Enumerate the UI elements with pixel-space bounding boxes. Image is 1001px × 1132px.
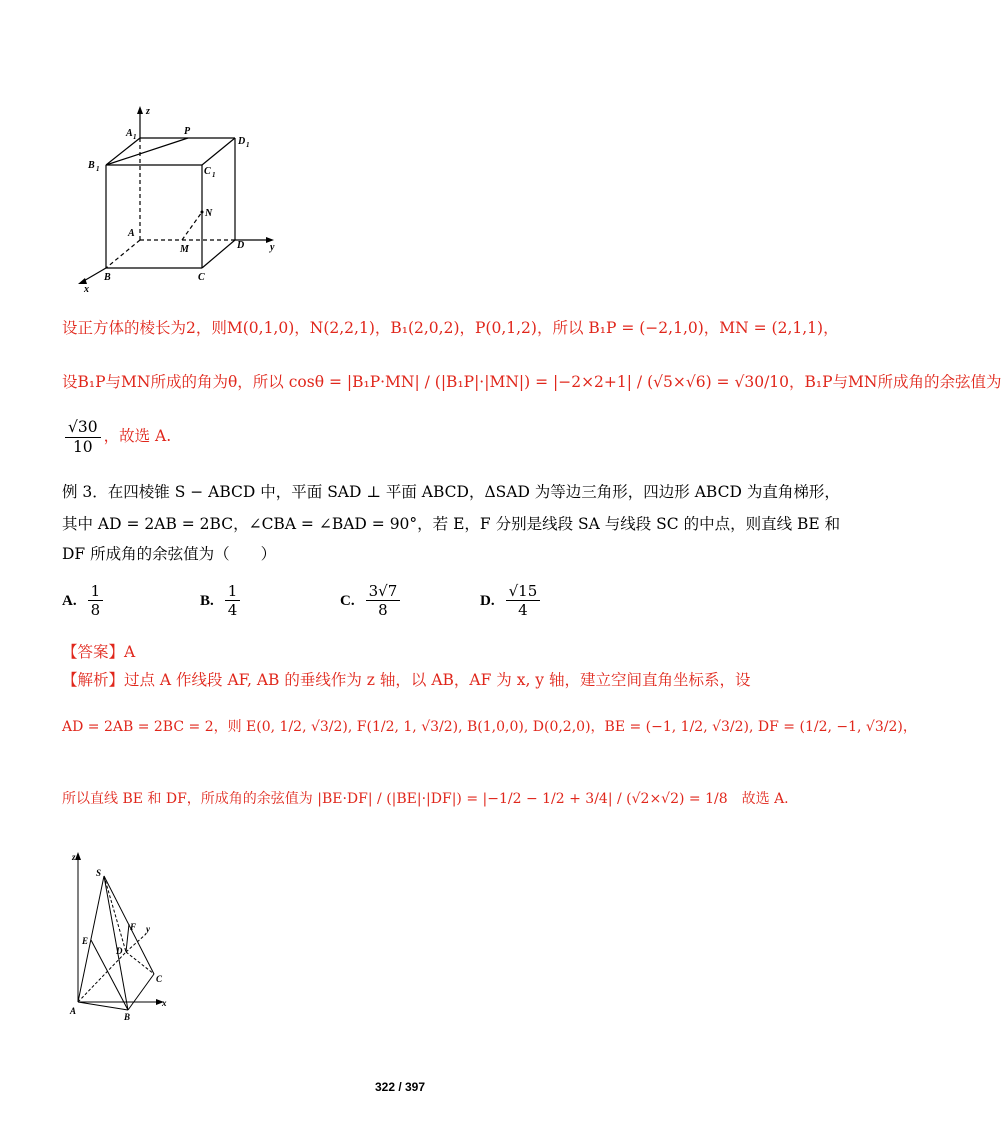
label-b: B bbox=[104, 272, 111, 283]
label-b: B bbox=[124, 1012, 131, 1022]
label-e: E bbox=[82, 936, 89, 946]
label-x: x bbox=[84, 284, 89, 295]
label-c: C bbox=[198, 272, 205, 283]
example3-line2: 其中 AD = 2AB = 2BC，∠CBA = ∠BAD = 90°，若 E，F 分别是线段 SA 与线段 SC 的中点，则直线 BE 和 bbox=[62, 515, 841, 533]
label-c1: C bbox=[204, 166, 211, 177]
analysis-line2: AD = 2AB = 2BC = 2，则 E(0, 1/2, √3/2), F(1/2, 1, √3/2), B(1,0,0), D(0,2,0)，BE = (−1, 1/2, √3/2), DF = (1/2, −1, √3/2)， bbox=[62, 719, 917, 735]
label-n: N bbox=[205, 208, 213, 219]
y-axis bbox=[126, 934, 146, 952]
edge-a-b bbox=[106, 240, 140, 268]
label-y: y bbox=[270, 242, 275, 253]
svg-text:1: 1 bbox=[133, 133, 137, 141]
edge-d-c bbox=[126, 952, 154, 974]
answer-fraction: $\frac{√30}{10}$ bbox=[65, 418, 101, 456]
label-b1: B bbox=[88, 160, 95, 171]
label-z: z bbox=[72, 852, 76, 862]
svg-text:1: 1 bbox=[246, 141, 250, 149]
segment-m-n bbox=[182, 212, 202, 240]
point-n bbox=[201, 211, 204, 214]
pyramid-figure bbox=[62, 848, 192, 1020]
solution1-line3: $\frac{√30}{10}$ ，故选 A. bbox=[62, 418, 171, 456]
svg-text:1: 1 bbox=[212, 171, 216, 179]
svg-text:1: 1 bbox=[96, 165, 100, 173]
option-a[interactable]: A. $\frac{1}{8}$ bbox=[62, 582, 106, 619]
edge-b1-a1 bbox=[106, 138, 140, 165]
example3-line3: DF 所成角的余弦值为（ ） bbox=[62, 545, 277, 563]
label-d: D bbox=[237, 240, 245, 251]
z-arrow bbox=[137, 106, 143, 114]
label-z: z bbox=[146, 106, 150, 117]
label-a1: A bbox=[126, 128, 133, 139]
z-arrow bbox=[75, 852, 81, 860]
analysis-line1: 【解析】过点 A 作线段 AF, AB 的垂线作为 z 轴，以 AB，AF 为 x, y 轴，建立空间直角坐标系，设 bbox=[62, 671, 751, 689]
label-c: C bbox=[156, 974, 163, 984]
label-y: y bbox=[146, 924, 150, 934]
example3-line1: 例 3．在四棱锥 S − ABCD 中，平面 SAD ⊥ 平面 ABCD，ΔSAD 为等边三角形，四边形 ABCD 为直角梯形， bbox=[62, 483, 840, 501]
answer-label: 【答案】A bbox=[62, 643, 136, 661]
page-number: 322 / 397 bbox=[374, 1080, 426, 1094]
label-m: M bbox=[180, 244, 189, 255]
label-s: S bbox=[96, 868, 102, 878]
solution1-line1: 设正方体的棱长为2，则M(0,1,0)，N(2,2,1)，B₁(2,0,2)，P(0,1,2)，所以 B₁P = (−2,1,0)，MN = (2,1,1)， bbox=[62, 319, 839, 337]
edge-s-b bbox=[104, 876, 128, 1010]
edge-s-d bbox=[104, 876, 126, 952]
option-d[interactable]: D. $\frac{√15}{4}$ bbox=[480, 582, 543, 619]
label-p: P bbox=[184, 126, 191, 137]
analysis-line3: 所以直线 BE 和 DF，所成角的余弦值为 |BE·DF| / (|BE|·|DF|) = |−1/2 − 1/2 + 3/4| / (√2×√2) = 1/8 故选 A. bbox=[62, 791, 789, 807]
option-b[interactable]: B. $\frac{1}{4}$ bbox=[200, 582, 243, 619]
label-x: x bbox=[162, 998, 167, 1008]
solution1-line2: 设B₁P与MN所成的角为θ，所以 cosθ = |B₁P·MN| / (|B₁P|·|MN|) = |−2×2+1| / (√5×√6) = √30/10，B₁P与MN所成角的余弦值为 bbox=[62, 373, 1001, 391]
cube-figure bbox=[70, 100, 290, 295]
label-a: A bbox=[128, 228, 135, 239]
option-c[interactable]: C. $\frac{3√7}{8}$ bbox=[340, 582, 403, 619]
label-d: D bbox=[116, 946, 123, 956]
segment-d-f bbox=[126, 924, 129, 952]
segment-b1-p bbox=[106, 138, 188, 165]
edge-a-b bbox=[78, 1002, 128, 1010]
edge-b-c bbox=[128, 974, 154, 1010]
label-f: F bbox=[130, 922, 137, 932]
edge-c1-d1 bbox=[202, 138, 235, 165]
label-d1: D bbox=[238, 136, 246, 147]
label-a: A bbox=[70, 1006, 77, 1016]
edge-c-d bbox=[202, 240, 235, 268]
